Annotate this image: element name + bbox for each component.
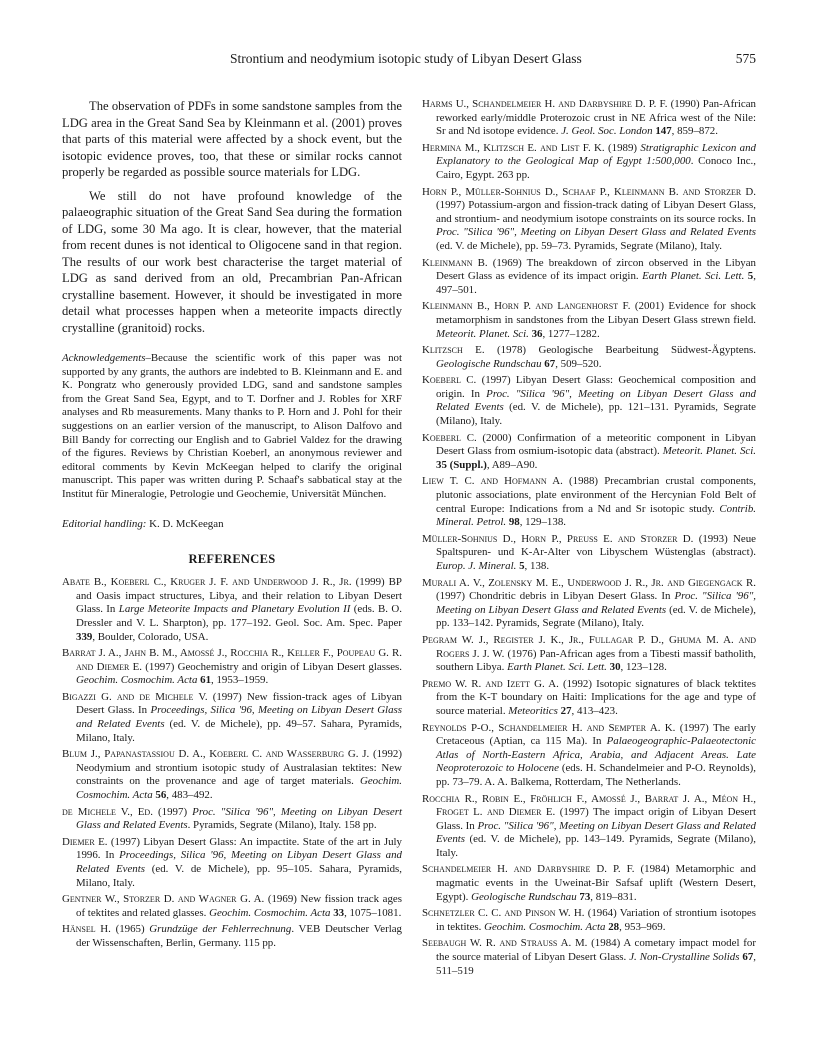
- references-list-left: [62, 576, 402, 950]
- reference-authors: Premo W. R. and Izett G. A.: [422, 677, 559, 690]
- reference-title: Geochim. Cosmochim. Acta: [76, 674, 198, 687]
- reference-title: Earth Planet. Sci. Lett.: [642, 270, 745, 283]
- reference-title: Meteoritics: [508, 704, 558, 717]
- reference-volume: 27: [560, 704, 572, 717]
- reference-volume: 5: [747, 270, 754, 283]
- reference-title: Geologische Rundschau: [471, 890, 577, 903]
- reference-authors: Bigazzi G. and de Michele V.: [62, 690, 208, 703]
- reference-text: (1976) Pan-African ages from a Tibesti massif batholith, southern Libya.: [436, 647, 756, 674]
- reference-entry: [422, 678, 756, 719]
- reference-text: , 1277–1282.: [542, 327, 600, 340]
- reference-authors: Kleinmann B.: [422, 256, 488, 269]
- body-paragraph: We still do not have profound knowledge of the palaeographic situation of the Great Sand Sea during the formation of LDG, some 30 Ma ago. It is clear, however, that the material from recent dunes is not identical to Oligocene sand in that region. The results of our work best characterise the target material of LDG as sand derived from an old, Precambrian Pan-African crystalline basement. However, it should be investigated in more detail what processes happen when a meteorite impacts directly crystalline (granitoid) rocks.: [62, 188, 402, 335]
- reference-volume: 36: [531, 327, 543, 340]
- reference-title: Proc. "Silica '96", Meeting on Libyan Desert Glass and Related Events: [436, 819, 756, 846]
- reference-entry: [62, 647, 402, 688]
- reference-text: , 497–501.: [436, 270, 756, 296]
- reference-text: (1997) Libyan Desert Glass: An impactite. State of the art in July 1996. In: [76, 835, 403, 862]
- reference-entry: [422, 257, 756, 298]
- reference-text: , 511–519: [436, 951, 756, 977]
- reference-text: (1988) Precambrian crustal components, plutonic associations, plate environment of the Hercynian Fold Belt of central Europe: Indications from a Nd and Sr isotopic study.: [436, 475, 756, 515]
- reference-authors: Hermina M., Klitzsch E. and List F. K.: [422, 141, 605, 154]
- left-column: [62, 98, 402, 954]
- reference-text: (1997) The impact origin of Libyan Desert Glass. In: [436, 806, 756, 832]
- reference-authors: Liew T. C. and Hofmann A.: [422, 475, 563, 488]
- reference-text: , A89–A90.: [486, 458, 538, 471]
- body-paragraph: The observation of PDFs in some sandstone samples from the LDG area in the Great Sand Sea by Kleinmann et al. (2001) proves that parts of this material were affected by a shock event, but the isotopic evidence proves, too, that these or similar rocks cannot properly be regarded as possible source materials for LDG.: [62, 99, 402, 179]
- reference-entry: [422, 793, 756, 861]
- reference-entry: [422, 475, 756, 529]
- acknowledgements-text: –Because the scientific work of this paper was not supported by any grants, the authors are indebted to B. Kleinmann and E. and K. Pongratz who generously provided LDG, sand and sandstone samples from the Great Sand Sea, Egypt, and to T. Dorfner and J. Robles for XRF analyses and Rb measurements. Many thanks to P. Horn and J. Pohl for their suggestions on an earlier version of the manuscript, to Alison Dalfovo and Bill Bandy for correcting our English and to Gabriel Valdez for the drawing of the figures. Reviews by Christian Koeberl, an anonymous reviewer and editoral comments by Kevin McKeegan helped to clarify the original manuscript. This paper was written during P. Schaaf's sabbatical stay at the Institut für Mineralogie, Petrologie und Geochemie, Universität München.: [62, 352, 402, 500]
- reference-title: Geochim. Cosmochim. Acta: [209, 906, 331, 919]
- reference-authors: Koeberl C.: [422, 374, 477, 387]
- acknowledgements-lead: Acknowledgements: [62, 352, 146, 364]
- reference-title: Contrib. Mineral. Petrol.: [436, 502, 756, 529]
- reference-title: Proceedings, Silica '96, Meeting on Libyan Desert Glass and Related Events: [76, 849, 402, 875]
- reference-authors: Hänsel H.: [62, 923, 111, 936]
- reference-text: . Pyramids, Segrate (Milano), Italy. 158 pp.: [187, 819, 377, 832]
- reference-authors: Seebaugh W. R. and Strauss A. M.: [422, 937, 588, 950]
- reference-authors: Rocchia R., Robin E., Fröhlich F., Amossé J., Barrat J. A., Méon H., Froget L. and Diemer E.: [422, 792, 756, 819]
- reference-text: (1969) New fission track ages of tektites and related glasses.: [76, 893, 403, 919]
- page-header: [0, 51, 816, 71]
- reference-title: Meteorit. Planet. Sci.: [436, 327, 529, 340]
- reference-volume: 28: [608, 920, 620, 933]
- reference-authors: Pegram W. J., Register J. K., Jr., Fullagar P. D., Ghuma M. A. and Rogers J. J. W.: [422, 633, 756, 660]
- reference-authors: Gentner W., Storzer D. and Wagner G. A.: [62, 893, 265, 906]
- reference-title: Geologische Rundschau: [436, 357, 542, 370]
- reference-text: , 483–492.: [166, 789, 213, 802]
- reference-text: (1997) Libyan Desert Glass: Geochemical composition and origin. In: [436, 374, 757, 400]
- reference-title: Grundzüge der Fehlerrechnung: [149, 923, 292, 936]
- reference-text: (1990) Pan-African reworked early/middle Proterozoic crust in NE Africa west of the Nile: Sr and Nd isotope evidence.: [436, 98, 756, 138]
- reference-title: Palaeogeographic-Palaeotectonic Atlas of North-Eastern Africa, Arabia, and Adjacent Areas. Late Neoproterozoic to Holocene: [436, 735, 756, 775]
- reference-text: (1984) Metamorphic and magmatic events in the Uweinat-Bir Safsaf uplift (Western Desert, Egypt).: [436, 863, 756, 903]
- reference-text: (ed. V. de Michele), pp. 121–131. Pyramids, Segrate (Milano), Italy.: [436, 401, 756, 428]
- running-title: Strontium and neodymium isotopic study of Libyan Desert Glass: [230, 51, 582, 66]
- reference-volume: 67: [742, 951, 754, 964]
- reference-text: (ed. V. de Michele), pp. 49–57. Sahara, Pyramids, Milano, Italy.: [76, 718, 402, 744]
- reference-volume: 35 (Suppl.): [436, 458, 487, 471]
- reference-entry: [62, 576, 402, 644]
- editorial-handling: [62, 518, 402, 532]
- reference-title: Large Meteorite Impacts and Planetary Evolution II: [118, 603, 351, 616]
- reference-text: , 1953–1959.: [211, 674, 269, 687]
- reference-entry: [422, 907, 756, 934]
- reference-volume: 147: [655, 125, 672, 138]
- reference-authors: Reynolds P-O., Schandelmeier H. and Sempter A. K.: [422, 721, 676, 734]
- reference-title: Proc. "Silica '96", Meeting on Libyan Desert Glass and Related Events: [436, 387, 756, 414]
- reference-volume: 67: [544, 357, 556, 370]
- reference-entry: [62, 836, 402, 890]
- reference-text: (1997) Potassium-argon and fission-track dating of Libyan Desert Glass, and strontium- and neodymium isotope constraints on its source rocks. In: [436, 199, 756, 225]
- reference-title: Proc. "Silica '96", Meeting on Libyan Desert Glass and Related Events: [436, 590, 756, 616]
- reference-title: Meteorit. Planet. Sci.: [662, 445, 756, 458]
- reference-text: (ed. V. de Michele), pp. 95–105. Sahara, Pyramids, Milano, Italy.: [76, 863, 403, 889]
- reference-authors: Klitzsch E.: [422, 344, 485, 357]
- reference-volume: 5: [519, 560, 525, 572]
- reference-text: (1984) A cometary impact model for the source material of Libyan Desert Glass.: [436, 937, 756, 964]
- reference-text: (2000) Confirmation of a meteoritic component in Libyan Desert Glass from osmium-isotopic data (abstract).: [436, 431, 757, 458]
- reference-volume: 73: [579, 890, 591, 903]
- reference-text: (1978) Geologische Bearbeitung Südwest-Ägyptens.: [484, 344, 756, 357]
- reference-title: Proceedings, Silica '96, Meeting on Libyan Desert Glass and Related Events: [76, 704, 403, 731]
- reference-volume: 56: [155, 789, 167, 802]
- reference-authors: Barrat J. A., Jahn B. M., Amossé J., Rocchia R., Keller F., Poupeau G. R. and Diemer E.: [62, 647, 402, 673]
- reference-authors: Abate B., Koeberl C., Kruger J. F. and Underwood J. R., Jr.: [62, 576, 352, 589]
- reference-text: , 413–423.: [571, 704, 618, 717]
- reference-text: , Boulder, Colorado, USA.: [92, 630, 209, 643]
- reference-authors: Schnetzler C. C. and Pinson W. H.: [422, 907, 585, 920]
- reference-text: , 123–128.: [620, 661, 667, 674]
- references-heading: REFERENCES: [188, 552, 276, 567]
- reference-text: , 138.: [524, 560, 550, 572]
- reference-text: (1989): [604, 141, 641, 154]
- reference-text: , 509–520.: [555, 357, 602, 370]
- reference-text: , 953–969.: [619, 920, 666, 933]
- reference-text: (ed. V. de Michele), pp. 143–149. Pyramids, Segrate (Milano), Italy.: [436, 833, 756, 859]
- reference-volume: 98: [508, 516, 520, 529]
- editorial-label: Editorial handling:: [62, 517, 147, 530]
- acknowledgements: [62, 352, 402, 502]
- reference-entry: [62, 748, 402, 802]
- reference-text: (1992) Isotopic signatures of black tektites from the K-T boundary on Haiti: Implications for the age and type of source material.: [436, 677, 756, 717]
- reference-authors: Horn P., Müller-Sohnius D., Schaaf P., Kleinmann B. and Storzer D.: [422, 185, 756, 198]
- reference-text: (1992) Neodymium and strontium isotopic study of Australasian tektites: New constraints on the provenance and age of target materials.: [76, 748, 402, 788]
- reference-text: (1997): [152, 805, 193, 818]
- reference-title: J. Non-Crystalline Solids: [629, 951, 740, 964]
- reference-entry: [422, 577, 756, 631]
- reference-volume: 61: [200, 674, 212, 687]
- reference-text: , 129–138.: [519, 516, 566, 529]
- reference-title: J. Geol. Soc. London: [561, 125, 653, 138]
- reference-text: (1964) Variation of strontium isotopes in tektites.: [436, 907, 756, 933]
- reference-text: (1997) New fission-track ages of Libyan Desert Glass. In: [76, 690, 402, 717]
- reference-text: (eds. B. O. Dressler and V. L. Sharpton), pp. 177–192. Geol. Soc. Am. Spec. Paper: [76, 603, 402, 629]
- reference-authors: Murali A. V., Zolensky M. E., Underwood J. R., Jr. and Giegengack R.: [422, 576, 756, 589]
- reference-entry: [422, 634, 756, 675]
- reference-volume: 30: [609, 661, 621, 674]
- reference-text: (2001) Evidence for shock metamorphism in sandstones from the Libyan Desert Glass strewn field.: [436, 300, 756, 326]
- reference-text: (1993) Neue Spaltspuren- und K-Ar-Alter von Libyschem Wüstenglas (abstract).: [436, 532, 756, 559]
- reference-text: . VEB Deutscher Verlag der Wissenschaften, Berlin, Germany. 115 pp.: [76, 923, 403, 949]
- reference-entry: [422, 374, 756, 428]
- reference-entry: [422, 937, 756, 978]
- reference-authors: de Michele V., Ed.: [62, 805, 153, 818]
- right-column: [422, 98, 756, 981]
- reference-text: (ed. V. de Michele), pp. 133–142. Pyramids, Segrate (Milano), Italy.: [436, 603, 756, 630]
- reference-title: Stratigraphic Lexicon and Explanatory to the Geological Map of Egypt 1:500,000: [436, 141, 756, 168]
- reference-volume: 339: [76, 630, 93, 643]
- reference-entry: [422, 98, 756, 139]
- reference-volume: 33: [333, 906, 345, 919]
- reference-title: Proc. "Silica '96", Meeting on Libyan Desert Glass and Related Events: [436, 226, 756, 239]
- reference-text: , 1075–1081.: [344, 906, 402, 919]
- reference-authors: Schandelmeier H. and Darbyshire D. P. F.: [422, 863, 635, 876]
- page-number: 575: [735, 51, 756, 66]
- reference-entry: [422, 722, 756, 790]
- reference-entry: [62, 806, 402, 833]
- reference-title: Geochim. Cosmochim. Acta: [484, 920, 606, 933]
- reference-authors: Harms U., Schandelmeier H. and Darbyshire D. P. F.: [422, 98, 668, 110]
- reference-text: (1969) The breakdown of zircon observed in the Libyan Desert Glass as evidence of its impact origin.: [436, 256, 756, 283]
- reference-text: , 819–831.: [590, 890, 637, 903]
- reference-title: Europ. J. Mineral.: [436, 560, 517, 572]
- reference-text: (1965): [110, 923, 150, 936]
- reference-entry: [62, 691, 402, 745]
- reference-title: Proc. "Silica '96", Meeting on Libyan Desert Glass and Related Events: [76, 805, 402, 832]
- reference-text: (1997) Geochemistry and origin of Libyan Desert glasses.: [142, 660, 402, 673]
- reference-text: (eds. H. Schandelmeier and P-O. Reynolds), pp. 73–79. A. A. Balkema, Rotterdam, The Netherlands.: [436, 762, 756, 788]
- reference-title: Earth Planet. Sci. Lett.: [507, 661, 607, 674]
- references-list-right: [422, 98, 756, 978]
- reference-entry: [422, 186, 756, 254]
- reference-entry: [62, 893, 402, 920]
- reference-authors: Diemer E.: [62, 835, 108, 848]
- editorial-name: K. D. McKeegan: [149, 517, 224, 530]
- reference-text: . Conoco Inc., Cairo, Egypt. 263 pp.: [436, 155, 756, 181]
- reference-authors: Müller-Sohnius D., Horn P., Preuss E. and Storzer D.: [422, 532, 694, 545]
- reference-authors: Blum J., Papanastassiou D. A., Koeberl C. and Wasserburg G. J.: [62, 748, 370, 761]
- reference-text: (1997) Chondritic debris in Libyan Desert Glass. In: [436, 590, 675, 603]
- reference-entry: [62, 923, 402, 950]
- reference-authors: Kleinmann B., Horn P. and Langenhorst F.: [422, 300, 631, 313]
- reference-entry: [422, 863, 756, 904]
- reference-entry: [422, 142, 756, 183]
- reference-text: , 859–872.: [671, 125, 718, 138]
- reference-entry: [422, 533, 756, 574]
- reference-text: (1997) The early Cretaceous (Aptian, ca 115 Ma). In: [436, 721, 757, 748]
- reference-entry: [422, 300, 756, 341]
- reference-entry: [422, 344, 756, 371]
- reference-authors: Koeberl C.: [422, 431, 477, 444]
- reference-title: Geochim. Cosmochim. Acta: [76, 775, 402, 802]
- reference-text: (1999) BP and Oasis impact structures, Libya, and their relation to Libyan Desert Glass. In: [76, 576, 402, 616]
- reference-entry: [422, 432, 756, 473]
- reference-text: (ed. V. de Michele), pp. 59–73. Pyramids, Segrate (Milano), Italy.: [436, 239, 722, 252]
